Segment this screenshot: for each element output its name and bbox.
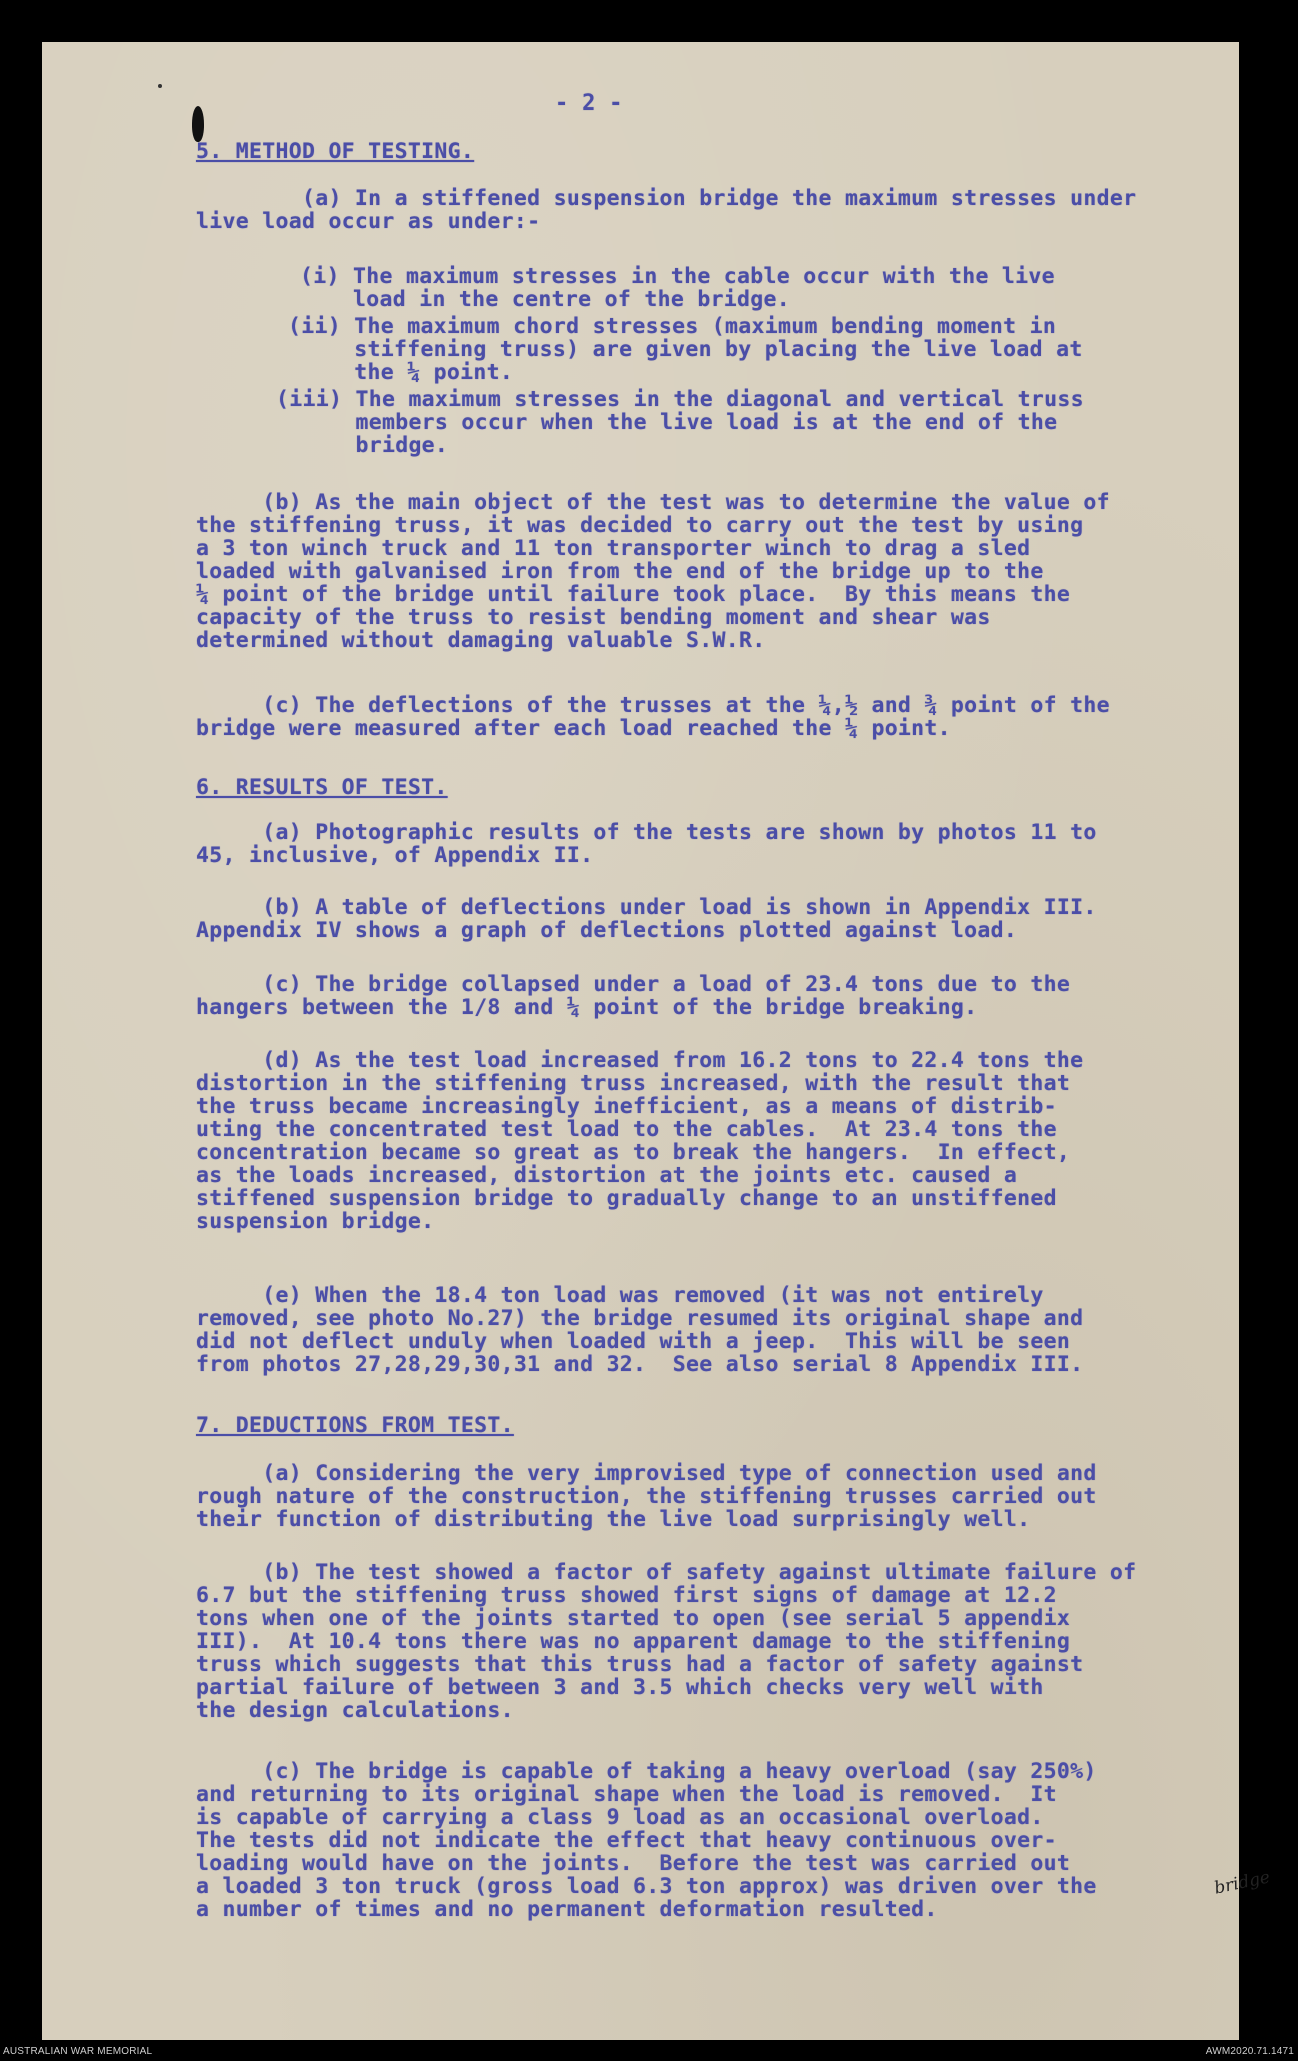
section-6-para-c-line-1: (c) The bridge collapsed under a load of 23.4 tons due to the	[196, 972, 1071, 997]
section-5-para-a-line-2: live load occur as under:-	[196, 209, 541, 234]
section-7-para-b-line-4: III). At 10.4 tons there was no apparent damage to the stiffening	[196, 1629, 1071, 1654]
section-7-para-c-line-3: is capable of carrying a class 9 load as an occasional overload.	[196, 1805, 1044, 1830]
section-5-para-b-line-3: a 3 ton winch truck and 11 ton transporter winch to drag a sled	[196, 536, 1031, 561]
section-7-para-b-line-2: 6.7 but the stiffening truss showed first signs of damage at 12.2	[196, 1583, 1057, 1608]
punch-mark	[158, 84, 162, 88]
section-6-para-a-line-1: (a) Photographic results of the tests are shown by photos 11 to	[196, 820, 1097, 845]
item-iii-line-3: bridge.	[276, 433, 449, 458]
section-5-para-b-line-5: ¼ point of the bridge until failure took place. By this means the	[196, 582, 1071, 607]
section-6-para-d-line-8: suspension bridge.	[196, 1209, 435, 1234]
section-7-para-c-line-5: loading would have on the joints. Before the test was carried out	[196, 1851, 1071, 1876]
punch-hole	[192, 106, 204, 142]
section-7-para-a-line-1: (a) Considering the very improvised type of connection used and	[196, 1461, 1097, 1486]
section-6-para-e-line-3: did not deflect unduly when loaded with a jeep. This will be seen	[196, 1329, 1071, 1354]
section-6-para-c-line-2: hangers between the 1/8 and ¼ point of the bridge breaking.	[196, 995, 978, 1020]
section-5-para-b-line-6: capacity of the truss to resist bending moment and shear was	[196, 605, 991, 630]
item-ii-line-3: the ¼ point.	[288, 360, 514, 385]
item-i-line-1: (i) The maximum stresses in the cable occur with the live	[300, 264, 1055, 289]
section-7-para-b-line-3: tons when one of the joints started to open (see serial 5 appendix	[196, 1606, 1071, 1631]
item-ii-line-1: (ii) The maximum chord stresses (maximum bending moment in	[288, 314, 1057, 339]
section-5-para-b-line-7: determined without damaging valuable S.W.R.	[196, 628, 766, 653]
section-7-para-a-line-3: their function of distributing the live load surprisingly well.	[196, 1507, 1031, 1532]
item-iii-line-2: members occur when the live load is at the end of the	[276, 410, 1058, 435]
section-6-para-e-line-4: from photos 27,28,29,30,31 and 32. See also serial 8 Appendix III.	[196, 1352, 1084, 1377]
item-i-line-2: load in the centre of the bridge.	[300, 287, 791, 312]
section-6-para-b-line-1: (b) A table of deflections under load is shown in Appendix III.	[196, 895, 1097, 920]
section-6-para-d-line-6: as the loads increased, distortion at the joints etc. caused a	[196, 1163, 1018, 1188]
handwritten-annotation: bridge	[1212, 1867, 1272, 1899]
section-7-para-c-line-2: and returning to its original shape when the load is removed. It	[196, 1782, 1057, 1807]
section-5-para-b-line-1: (b) As the main object of the test was to determine the value of	[196, 490, 1110, 515]
section-5-para-b-line-4: loaded with galvanised iron from the end of the bridge up to the	[196, 559, 1044, 584]
section-6-para-e-line-1: (e) When the 18.4 ton load was removed (it was not entirely	[196, 1283, 1044, 1308]
section-7-para-c-line-4: The tests did not indicate the effect that heavy continuous over-	[196, 1828, 1057, 1853]
section-5-para-c-line-1: (c) The deflections of the trusses at the ¼,½ and ¾ point of the	[196, 693, 1110, 718]
section-5-para-b-line-2: the stiffening truss, it was decided to carry out the test by using	[196, 513, 1084, 538]
section-7-para-c-line-6: a loaded 3 ton truck (gross load 6.3 ton approx) was driven over the	[196, 1874, 1097, 1899]
section-5-para-c-line-2: bridge were measured after each load reached the ¼ point.	[196, 716, 951, 741]
section-7-para-c-line-7: a number of times and no permanent deformation resulted.	[196, 1897, 938, 1922]
section-5-para-a-line-1: (a) In a stiffened suspension bridge the maximum stresses under	[196, 186, 1137, 211]
footer-source: AUSTRALIAN WAR MEMORIAL	[3, 2046, 153, 2057]
section-6-para-e-line-2: removed, see photo No.27) the bridge resumed its original shape and	[196, 1306, 1084, 1331]
section-6-para-d-line-5: concentration became so great as to break the hangers. In effect,	[196, 1140, 1071, 1165]
footer-reference: AWM2020.71.1471	[1205, 2046, 1294, 2057]
section-6-para-d-line-1: (d) As the test load increased from 16.2 tons to 22.4 tons the	[196, 1048, 1084, 1073]
section-6-para-d-line-7: stiffened suspension bridge to gradually change to an unstiffened	[196, 1186, 1057, 1211]
section-6-para-b-line-2: Appendix IV shows a graph of deflections plotted against load.	[196, 918, 1018, 943]
section-7-para-b-line-7: the design calculations.	[196, 1698, 514, 1723]
section-7-para-b-line-5: truss which suggests that this truss had a factor of safety against	[196, 1652, 1084, 1677]
section-6-heading: 6. RESULTS OF TEST.	[196, 775, 448, 800]
section-5-heading: 5. METHOD OF TESTING.	[196, 139, 475, 164]
section-6-para-d-line-2: distortion in the stiffening truss increased, with the result that	[196, 1071, 1071, 1096]
section-6-para-d-line-4: uting the concentrated test load to the cables. At 23.4 tons the	[196, 1117, 1057, 1142]
section-7-heading: 7. DEDUCTIONS FROM TEST.	[196, 1413, 514, 1438]
section-6-para-a-line-2: 45, inclusive, of Appendix II.	[196, 843, 594, 868]
item-iii-line-1: (iii) The maximum stresses in the diagonal and vertical truss	[276, 387, 1084, 412]
page-number: - 2 -	[555, 91, 623, 116]
section-7-para-b-line-1: (b) The test showed a factor of safety against ultimate failure of	[196, 1560, 1137, 1585]
section-6-para-d-line-3: the truss became increasingly inefficient, as a means of distrib-	[196, 1094, 1057, 1119]
section-7-para-c-line-1: (c) The bridge is capable of taking a heavy overload (say 250%)	[196, 1759, 1097, 1784]
item-ii-line-2: stiffening truss) are given by placing the live load at	[288, 337, 1083, 362]
section-7-para-a-line-2: rough nature of the construction, the stiffening trusses carried out	[196, 1484, 1097, 1509]
section-7-para-b-line-6: partial failure of between 3 and 3.5 which checks very well with	[196, 1675, 1044, 1700]
